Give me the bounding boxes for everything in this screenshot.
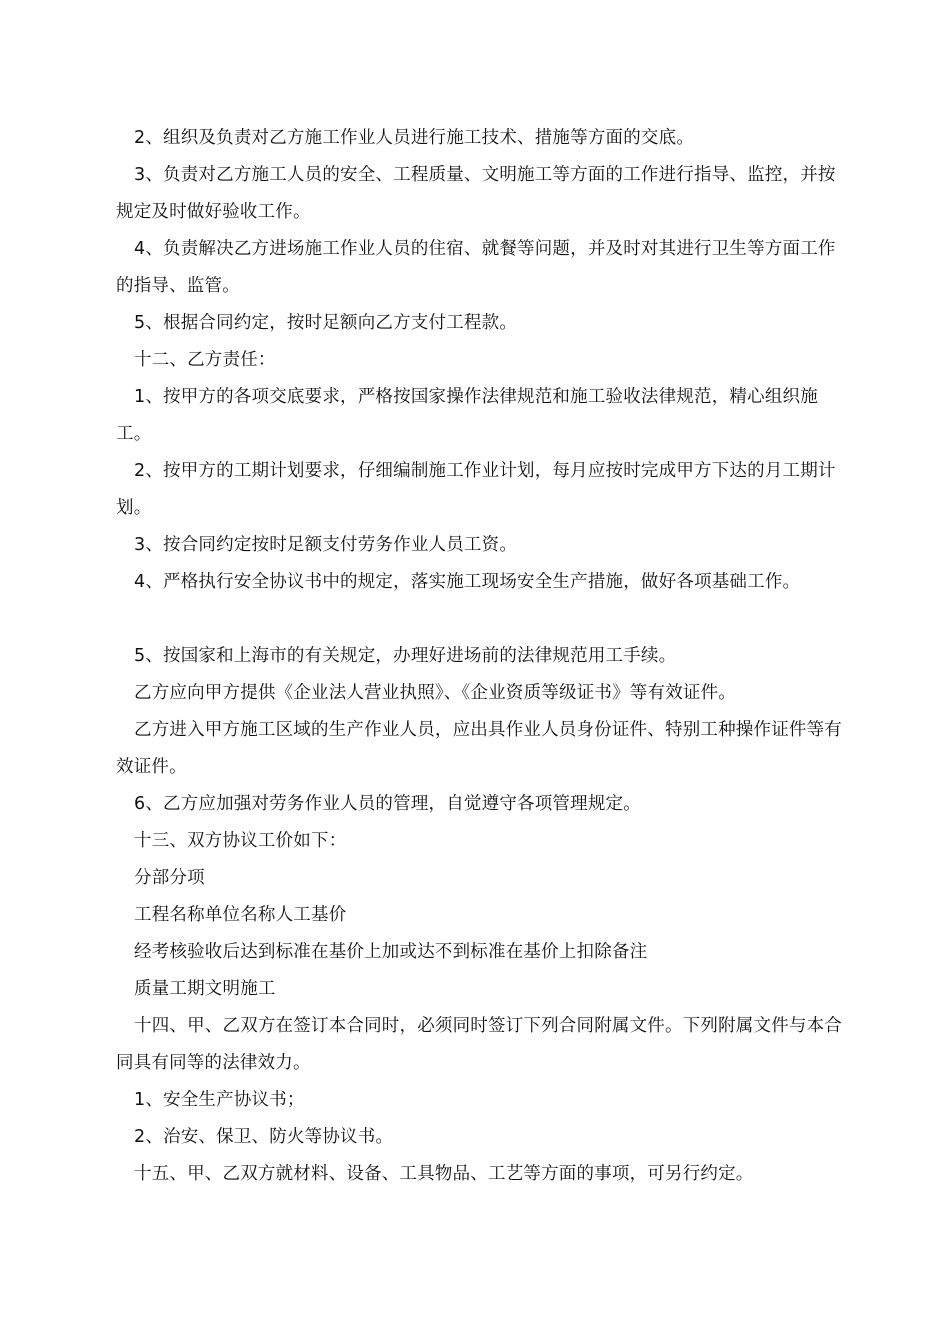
- clause-paragraph: 2、治安、保卫、防火等协议书。: [134, 1127, 394, 1147]
- clause-paragraph: 4、负责解决乙方进场施工作业人员的住宿、就餐等问题，并及时对其进行卫生等方面工作的指导、监管。: [116, 239, 836, 296]
- clause-paragraph: 工程名称单位名称人工基价: [134, 905, 347, 925]
- clause-paragraph: 6、乙方应加强对劳务作业人员的管理，自觉遵守各项管理规定。: [134, 794, 641, 814]
- document-body: [116, 120, 846, 1193]
- clause-paragraph: 经考核验收后达到标准在基价上加或达不到标准在基价上扣除备注: [134, 942, 648, 962]
- section-heading: 十四、甲、乙双方在签订本合同时，必须同时签订下列合同附属文件。下列附属文件与本合同具有同等的法律效力。: [116, 1016, 842, 1073]
- clause-paragraph: 乙方进入甲方施工区域的生产作业人员，应出具作业人员身份证件、特别工种操作证件等有效证件。: [116, 720, 842, 777]
- clause-paragraph: 4、严格执行安全协议书中的规定，落实施工现场安全生产措施，做好各项基础工作。: [134, 572, 801, 592]
- clause-paragraph: 1、按甲方的各项交底要求，严格按国家操作法律规范和施工验收法律规范，精心组织施工。: [116, 387, 818, 444]
- clause-paragraph: 1、安全生产协议书；: [134, 1090, 305, 1110]
- clause-paragraph: 质量工期文明施工: [134, 979, 276, 999]
- clause-paragraph: 乙方应向甲方提供《企业法人营业执照》、《企业资质等级证书》等有效证件。: [134, 683, 736, 703]
- clause-paragraph: 2、组织及负责对乙方施工作业人员进行施工技术、措施等方面的交底。: [134, 128, 695, 148]
- section-heading: 十三、双方协议工价如下：: [134, 831, 347, 851]
- clause-paragraph: 2、按甲方的工期计划要求，仔细编制施工作业计划，每月应按时完成甲方下达的月工期计划。: [116, 461, 836, 518]
- blank-line: [116, 601, 846, 638]
- clause-paragraph: 5、按国家和上海市的有关规定，办理好进场前的法律规范用工手续。: [134, 646, 677, 666]
- clause-paragraph: 3、负责对乙方施工人员的安全、工程质量、文明施工等方面的工作进行指导、监控，并按规定及时做好验收工作。: [116, 165, 836, 222]
- section-heading: 十二、乙方责任：: [134, 350, 276, 370]
- clause-paragraph: 5、根据合同约定，按时足额向乙方支付工程款。: [134, 313, 518, 333]
- clause-paragraph: 分部分项: [134, 868, 205, 888]
- section-heading: 十五、甲、乙双方就材料、设备、工具物品、工艺等方面的事项，可另行约定。: [134, 1164, 754, 1184]
- clause-paragraph: 3、按合同约定按时足额支付劳务作业人员工资。: [134, 535, 518, 555]
